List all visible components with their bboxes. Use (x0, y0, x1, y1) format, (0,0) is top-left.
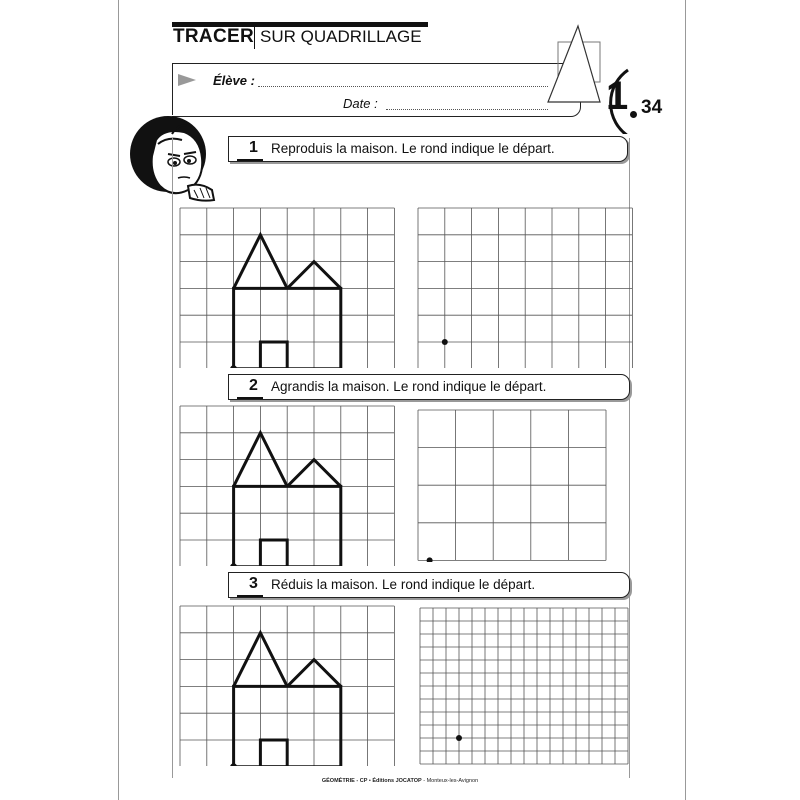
start-dot (230, 763, 237, 766)
number-underline (237, 159, 263, 161)
start-dot (427, 557, 433, 562)
date-label: Date : (343, 96, 378, 111)
page-title: TRACER (173, 26, 254, 47)
model-house-grid-2 (178, 404, 396, 566)
exercise-2-text: Agrandis la maison. Le rond indique le départ. (271, 379, 547, 394)
date-line[interactable] (386, 109, 548, 110)
exercise-1-text: Reproduis la maison. Le rond indique le départ. (271, 141, 555, 156)
page-number-dot (630, 111, 637, 118)
page-subtitle: SUR QUADRILLAGE (260, 27, 422, 46)
house-door (260, 540, 287, 566)
footer-location: - Monteux-les-Avignon (423, 778, 479, 784)
student-name-line[interactable] (258, 86, 548, 87)
exercise-3-instruction (228, 572, 630, 598)
model-house-grid-3 (178, 604, 396, 766)
answer-grid-3[interactable] (418, 606, 630, 766)
answer-grid-1[interactable] (416, 206, 634, 368)
student-label: Élève : (213, 73, 255, 88)
exercise-2-instruction (228, 374, 630, 400)
start-dot (230, 563, 237, 566)
house-door (260, 342, 287, 368)
exercise-3-number: 3 (249, 575, 258, 592)
exercise-1-number: 1 (249, 139, 258, 156)
start-dot (230, 365, 237, 368)
exercise-1-instruction (228, 136, 628, 162)
number-underline (237, 595, 263, 597)
start-dot (456, 735, 462, 741)
page-number: 1 (606, 74, 629, 118)
exercise-3-text: Réduis la maison. Le rond indique le départ. (271, 577, 536, 592)
footer-publisher: Éditions JOCATOP (372, 778, 422, 784)
house-door (260, 740, 287, 766)
footer-bullet: • (368, 778, 371, 784)
page-subnumber: 34 (641, 97, 663, 118)
footer-subject: GÉOMÉTRIE - CP (321, 778, 368, 784)
start-dot (442, 339, 448, 345)
page-footer (0, 778, 800, 784)
exercise-2-number: 2 (249, 377, 258, 394)
triangle-arrow-icon (178, 74, 196, 86)
answer-grid-2[interactable] (416, 408, 610, 562)
model-house-grid-1 (178, 206, 396, 368)
title-separator (254, 25, 255, 49)
number-underline (237, 397, 263, 399)
